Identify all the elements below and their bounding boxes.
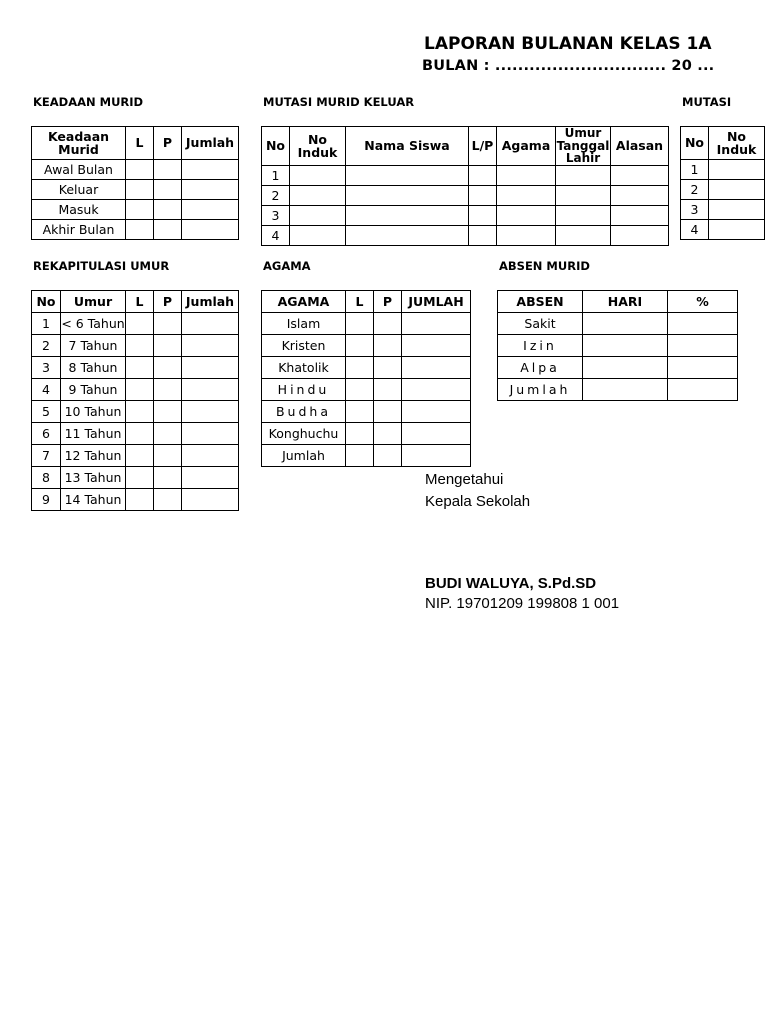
table-row-label: Sakit xyxy=(498,313,583,335)
col-p: P xyxy=(154,291,182,313)
table-row: 4 9 Tahun xyxy=(32,379,239,401)
table-row: 2 7 Tahun xyxy=(32,335,239,357)
col-jumlah: Jumlah xyxy=(182,127,239,160)
table-row: 8 13 Tahun xyxy=(32,467,239,489)
col-no: No xyxy=(32,291,61,313)
table-row-label: Keluar xyxy=(32,180,126,200)
col-l: L xyxy=(346,291,374,313)
table-row: 5 10 Tahun xyxy=(32,401,239,423)
signature-nip: NIP. 19701209 199808 1 001 xyxy=(425,595,620,612)
mutasi-keluar-table xyxy=(261,126,669,246)
row-number: 3 xyxy=(262,205,290,225)
col-no-induk: No Induk xyxy=(709,127,765,160)
col-keadaan: Keadaan Murid xyxy=(32,127,126,160)
table-row-label: Kristen xyxy=(262,335,346,357)
col-l: L xyxy=(126,127,154,160)
table-row-label: Islam xyxy=(262,313,346,335)
col-jumlah: JUMLAH xyxy=(402,291,471,313)
col-no-induk: No Induk xyxy=(290,127,346,166)
keadaan-heading: KEADAAN MURID xyxy=(33,95,144,109)
row-number: 2 xyxy=(681,180,709,200)
table-row-label: Izin xyxy=(498,335,583,357)
col-alasan: Alasan xyxy=(611,127,669,166)
table-row-label: Hindu xyxy=(262,379,346,401)
col-no: No xyxy=(681,127,709,160)
row-number: 4 xyxy=(681,220,709,240)
signature-know: Mengetahui xyxy=(425,471,504,488)
table-row-label: Masuk xyxy=(32,200,126,220)
col-no: No xyxy=(262,127,290,166)
col-p: P xyxy=(154,127,182,160)
table-row-label: Alpa xyxy=(498,357,583,379)
agama-heading: AGAMA xyxy=(263,259,311,273)
absen-table xyxy=(497,290,738,401)
row-number: 4 xyxy=(262,225,290,245)
agama-table xyxy=(261,290,471,467)
table-row-label: Awal Bulan xyxy=(32,160,126,180)
absen-heading: ABSEN MURID xyxy=(499,259,590,273)
row-number: 2 xyxy=(262,185,290,205)
mutasi-masuk-table xyxy=(680,126,765,240)
table-row-label: Budha xyxy=(262,401,346,423)
row-number: 1 xyxy=(681,160,709,180)
report-title: LAPORAN BULANAN KELAS 1A xyxy=(424,34,712,54)
mutasi-keluar-heading: MUTASI MURID KELUAR xyxy=(263,95,415,109)
table-row: 6 11 Tahun xyxy=(32,423,239,445)
col-jumlah: Jumlah xyxy=(182,291,239,313)
table-row: 1 < 6 Tahun xyxy=(32,313,239,335)
signature-name: BUDI WALUYA, S.Pd.SD xyxy=(425,575,597,592)
col-lp: L/P xyxy=(469,127,497,166)
mutasi-masuk-heading: MUTASI xyxy=(682,95,732,109)
table-row-label: Konghuchu xyxy=(262,423,346,445)
row-number: 3 xyxy=(681,200,709,220)
table-row: 7 12 Tahun xyxy=(32,445,239,467)
table-row-label: Akhir Bulan xyxy=(32,220,126,240)
col-umur-tanggal-lahir: Umur Tanggal Lahir xyxy=(556,126,610,166)
col-p: P xyxy=(374,291,402,313)
table-row-label: Jumlah xyxy=(262,445,346,467)
table-row-label: Khatolik xyxy=(262,357,346,379)
table-row: 9 14 Tahun xyxy=(32,489,239,511)
rekap-umur-heading: REKAPITULASI UMUR xyxy=(33,259,170,273)
col-absen: ABSEN xyxy=(498,291,583,313)
report-month: BULAN : .............................. 20 ... xyxy=(422,58,715,74)
col-nama-siswa: Nama Siswa xyxy=(346,127,469,166)
col-l: L xyxy=(126,291,154,313)
table-row: 3 8 Tahun xyxy=(32,357,239,379)
col-agama: Agama xyxy=(497,127,556,166)
rekap-umur-table xyxy=(31,290,239,511)
table-row-label: Jumlah xyxy=(498,379,583,401)
col-hari: HARI xyxy=(583,291,668,313)
keadaan-table xyxy=(31,126,239,240)
signature-role: Kepala Sekolah xyxy=(425,493,531,510)
row-number: 1 xyxy=(262,165,290,185)
col-agama: AGAMA xyxy=(262,291,346,313)
col-persen: % xyxy=(668,291,738,313)
col-umur: Umur xyxy=(61,291,126,313)
